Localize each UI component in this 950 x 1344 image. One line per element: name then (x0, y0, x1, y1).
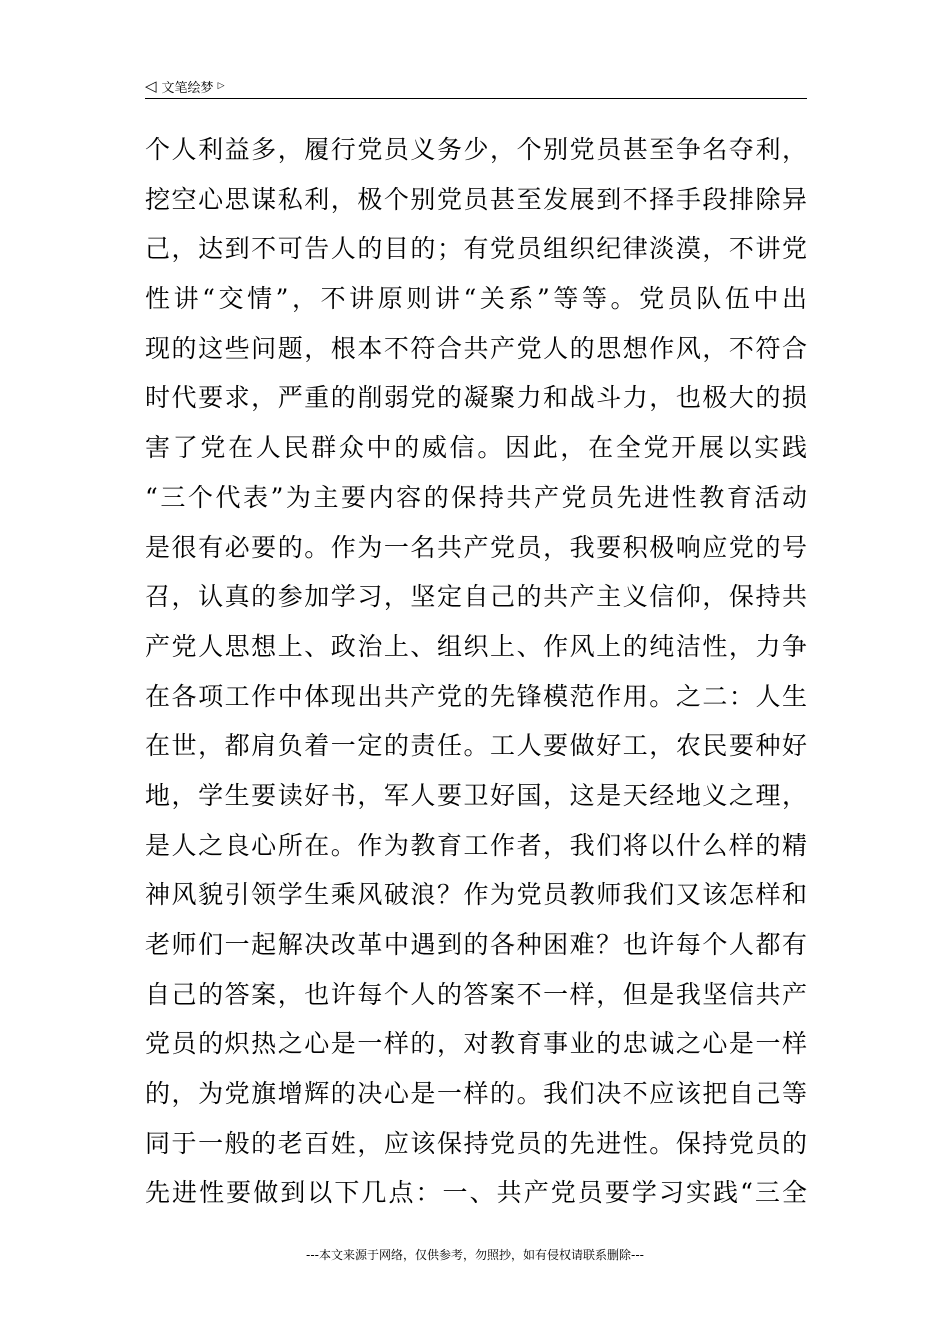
text-line: 是人之良心所在。作为教育工作者，我们将以什么样的精 (145, 830, 807, 860)
text-line: 同于一般的老百姓，应该保持党员的先进性。保持党员的 (145, 1128, 807, 1158)
text-line: 党员的炽热之心是一样的，对教育事业的忠诚之心是一样 (145, 1029, 807, 1059)
text-line: 害了党在人民群众中的威信。因此，在全党开展以实践 (145, 433, 807, 463)
header-title: 文笔绘梦 (161, 80, 214, 96)
triangle-right-icon: ▷ (217, 80, 225, 91)
text-line: 先进性要做到以下几点：一、共产党员要学习实践“三全 (145, 1178, 807, 1208)
text-line: 的，为党旗增辉的决心是一样的。我们决不应该把自己等 (145, 1079, 807, 1109)
text-line: 在世，都肩负着一定的责任。工人要做好工，农民要种好 (145, 731, 807, 761)
body-text (145, 125, 807, 1218)
text-line: 性讲“交情”，不讲原则讲“关系”等等。党员队伍中出 (145, 284, 807, 314)
text-line: 个人利益多，履行党员义务少，个别党员甚至争名夺利， (145, 135, 807, 164)
text-line: 产党人思想上、政治上、组织上、作风上的纯洁性，力争 (145, 631, 807, 661)
text-line: 挖空心思谋私利，极个别党员甚至发展到不择手段排除异 (145, 184, 807, 214)
text-line: 自己的答案，也许每个人的答案不一样，但是我坚信共产 (145, 979, 807, 1009)
page-footer: ---本文来源于网络，仅供参考，勿照抄，如有侵权请联系删除--- (306, 1248, 644, 1262)
triangle-left-icon: ◁ (145, 76, 157, 95)
text-line: 现的这些问题，根本不符合共产党人的思想作风，不符合 (145, 333, 807, 363)
text-line: 神风貌引领学生乘风破浪？作为党员教师我们又该怎样和 (145, 880, 807, 910)
page-header (145, 74, 807, 99)
text-line: 召，认真的参加学习，坚定自己的共产主义信仰，保持共 (145, 582, 807, 612)
text-line: 在各项工作中体现出共产党的先锋模范作用。之二：人生 (145, 681, 807, 711)
text-line: 地，学生要读好书，军人要卫好国，这是天经地义之理， (145, 780, 807, 810)
text-line: 己，达到不可告人的目的；有党员组织纪律淡漠，不讲党 (145, 234, 807, 264)
text-line: 是很有必要的。作为一名共产党员，我要积极响应党的号 (145, 532, 807, 562)
text-line: “三个代表”为主要内容的保持共产党员先进性教育活动 (145, 482, 807, 512)
text-line: 时代要求，严重的削弱党的凝聚力和战斗力，也极大的损 (145, 383, 807, 413)
text-line: 老师们一起解决改革中遇到的各种困难？也许每个人都有 (145, 930, 807, 959)
